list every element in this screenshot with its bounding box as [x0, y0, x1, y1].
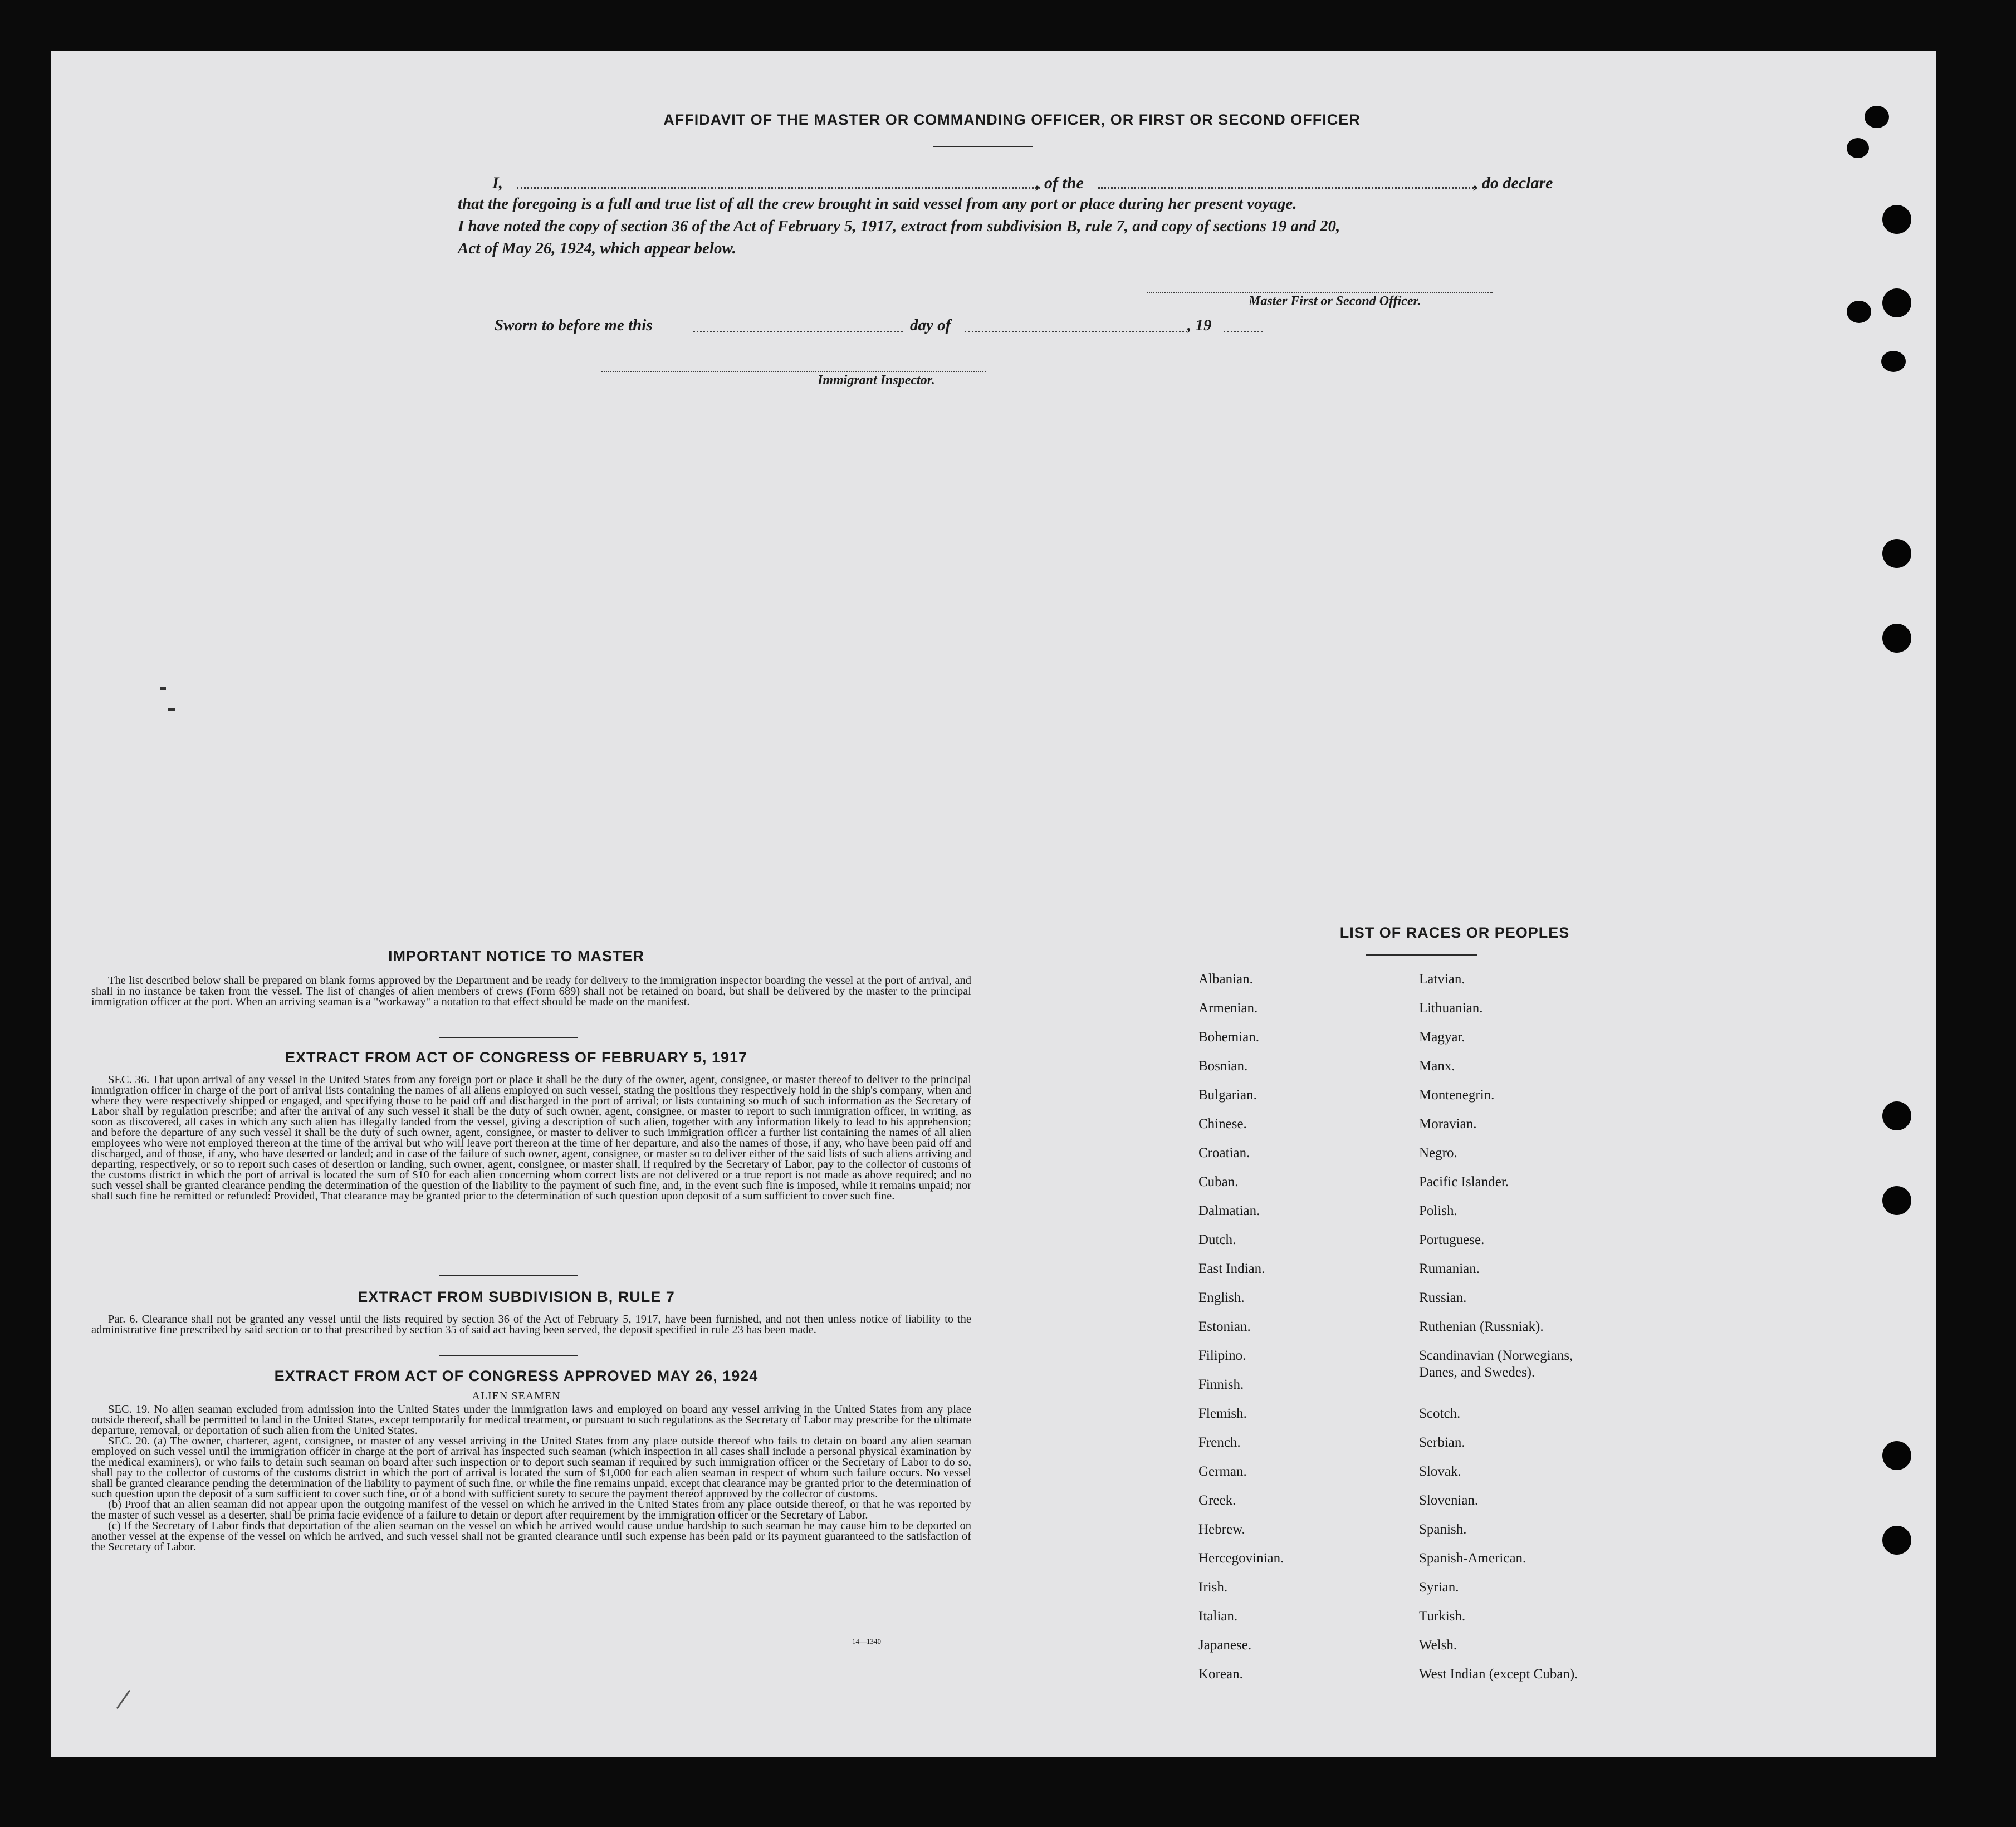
race-item: Irish.: [1198, 1580, 1228, 1595]
race-item: Pacific Islander.: [1419, 1174, 1509, 1189]
race-item: Montenegrin.: [1419, 1088, 1495, 1103]
punch-hole: [1882, 288, 1911, 317]
race-item: Russian.: [1419, 1290, 1467, 1305]
race-item: Dalmatian.: [1198, 1203, 1260, 1218]
race-item: Lithuanian.: [1419, 1001, 1483, 1016]
punch-hole: [1882, 205, 1911, 234]
alien-seamen-subtitle: ALIEN SEAMEN: [472, 1390, 561, 1402]
form-number: 14—1340: [852, 1637, 881, 1645]
race-item: Polish.: [1419, 1203, 1457, 1218]
race-item: Filipino.: [1198, 1348, 1246, 1363]
race-item: Welsh.: [1419, 1638, 1457, 1653]
punch-hole: [1882, 1186, 1911, 1215]
race-item: Magyar.: [1419, 1030, 1465, 1045]
stray-mark: [168, 708, 175, 711]
stray-mark: [160, 687, 166, 690]
race-item: Ruthenian (Russniak).: [1419, 1319, 1544, 1334]
sworn-day-blank: [693, 331, 903, 332]
race-item: Hebrew.: [1198, 1522, 1245, 1537]
section-19-paragraph: SEC. 19. No alien seaman excluded from admission into the United States under the immigration laws and employed on board any vessel arriving in the United States from any place outside thereof, shall be permitted to land in the United States, except temporarily for medical treatment, or pursuant to such regulations as the Secretary of Labor may prescribe for the ultimate departure, removal, or deportation of such alien from the United States.: [91, 1403, 971, 1437]
races-rule: [1366, 954, 1477, 956]
extract-1924-text: [91, 1404, 971, 1552]
race-item: Flemish.: [1198, 1406, 1247, 1421]
affidavit-of-the: , of the: [1036, 174, 1084, 192]
race-item: Hercegovinian.: [1198, 1551, 1284, 1566]
divider-3: [439, 1355, 578, 1356]
month-blank: [965, 331, 1187, 332]
affidavit-line2: that the foregoing is a full and true list of all the crew brought in said vessel from any port or place during her present voyage.: [458, 195, 1297, 213]
race-item: Italian.: [1198, 1609, 1238, 1624]
race-item: English.: [1198, 1290, 1245, 1305]
race-item: Manx.: [1419, 1059, 1455, 1074]
race-item: Serbian.: [1419, 1435, 1465, 1450]
extract-1924-title: EXTRACT FROM ACT OF CONGRESS APPROVED MAY 26, 1924: [274, 1368, 759, 1384]
inspector-caption: Immigrant Inspector.: [818, 373, 935, 388]
inspector-line: [601, 371, 986, 372]
race-item: Chinese.: [1198, 1116, 1247, 1132]
affidavit-do-declare: , do declare: [1474, 174, 1553, 192]
day-of-label: day of: [910, 316, 951, 334]
race-item: Negro.: [1419, 1145, 1457, 1160]
race-item: West Indian (except Cuban).: [1419, 1667, 1578, 1682]
vessel-blank: [1098, 187, 1477, 189]
extract-1917-title: EXTRACT FROM ACT OF CONGRESS OF FEBRUARY 5, 1917: [285, 1049, 748, 1066]
punch-hole: [1881, 351, 1906, 372]
stray-mark: [116, 1690, 130, 1709]
section-20a-paragraph: SEC. 20. (a) The owner, charterer, agent, consignee, or master of any vessel arriving in the United States from any place outside thereof who fails to detain on board any alien seaman employed on such vessel until the immigration officer in charge at the port of arrival has inspected such seaman (which inspection in all cases shall include a personal physical examination by the medical examiners), or who fails to detain such seaman on board after such inspection or to deport such seaman if required by such immigration officer or the Secretary of Labor to do so, shall pay to the collector of customs of the customs district in which the port of arrival is located the sum of $1,000 for each alien seaman in respect of whom such failure occurs. No vessel shall be granted clearance pending the determination of the liability to payment of such fine, or while the fine remains unpaid, except that clearance may be granted prior to the determination of such question upon the deposit of a sum sufficient to cover such fine, or of a bond with sufficient surety to secure the payment thereof approved by the collector of customs.: [91, 1435, 971, 1500]
race-item: Dutch.: [1198, 1232, 1236, 1247]
punch-hole: [1865, 106, 1889, 128]
race-item: Estonian.: [1198, 1319, 1251, 1334]
race-item: Slovak.: [1419, 1464, 1461, 1479]
race-item: Armenian.: [1198, 1001, 1258, 1016]
notice-paragraph: The list described below shall be prepared on blank forms approved by the Department and be ready for delivery to the immigration inspector boarding the vessel at the port of arrival, and shall in no instance be taken from the vessel. The list of changes of alien members of crews (Form 689) shall not be retained on board, but shall be delivered by the master to the principal immigration officer at the port. When an arriving seaman is a "workaway" a notation to that effect should be made on the manifest.: [91, 974, 971, 1008]
race-item: Latvian.: [1419, 972, 1465, 987]
signature-line: [1147, 292, 1493, 293]
race-item: Cuban.: [1198, 1174, 1239, 1189]
race-item: Finnish.: [1198, 1377, 1244, 1392]
name-blank: [517, 187, 1040, 189]
affidavit-line3: I have noted the copy of section 36 of the Act of February 5, 1917, extract from subdivision B, rule 7, and copy of sections 19 and 20,: [458, 217, 1340, 235]
punch-hole: [1882, 539, 1911, 568]
race-item: Greek.: [1198, 1493, 1236, 1508]
divider-1: [439, 1037, 578, 1038]
race-item: Bulgarian.: [1198, 1088, 1257, 1103]
race-item: Albanian.: [1198, 972, 1253, 987]
punch-hole: [1847, 301, 1871, 323]
sworn-label: Sworn to before me this: [495, 316, 653, 334]
races-title: LIST OF RACES OR PEOPLES: [1339, 924, 1570, 941]
subdivision-b-title: EXTRACT FROM SUBDIVISION B, RULE 7: [358, 1289, 675, 1305]
race-item: East Indian.: [1198, 1261, 1265, 1276]
race-item: Korean.: [1198, 1667, 1243, 1682]
race-item: Scandinavian (Norwegians, Danes, and Swedes).: [1419, 1348, 1573, 1380]
section-20b-paragraph: (b) Proof that an alien seaman did not appear upon the outgoing manifest of the vessel on which he arrived in the United States from any place outside thereof, or that he was reported by the master of such vessel as a deserter, shall be prima facie evidence of a failure to detain or deport after requirement by the immigration officer or the Secretary of Labor.: [91, 1498, 971, 1521]
notice-text: [91, 976, 971, 1007]
punch-hole: [1882, 1441, 1911, 1470]
extract-1917-text: [91, 1075, 971, 1202]
race-item: Spanish-American.: [1419, 1551, 1526, 1566]
race-item: German.: [1198, 1464, 1247, 1479]
race-item: Spanish.: [1419, 1522, 1467, 1537]
year-blank: [1224, 331, 1263, 332]
divider-2: [439, 1275, 578, 1276]
section-20c-paragraph: (c) If the Secretary of Labor finds that deportation of the alien seaman on the vessel on which he arrived would cause undue hardship to such seaman he may cause him to be deported on another vessel at the expense of the vessel on which he arrived, and such vessel shall not be granted clearance until such expense has been paid or its payment guaranteed to the satisfaction of the Secretary of Labor.: [91, 1520, 971, 1553]
race-item: Scotch.: [1419, 1406, 1461, 1421]
notice-title: IMPORTANT NOTICE TO MASTER: [388, 948, 644, 964]
punch-hole: [1882, 624, 1911, 653]
race-item: Moravian.: [1419, 1116, 1477, 1132]
affidavit-line4: Act of May 26, 1924, which appear below.: [458, 239, 736, 257]
race-item: Bosnian.: [1198, 1059, 1248, 1074]
signature-caption: Master First or Second Officer.: [1249, 294, 1421, 308]
subdivision-b-text: [91, 1314, 971, 1335]
section-36-paragraph: SEC. 36. That upon arrival of any vessel in the United States from any foreign port or place it shall be the duty of the owner, agent, consignee, or master thereof to deliver to the principal immigration officer in charge of the port of arrival lists containing the names of all aliens employed on such vessel, stating the positions they respectively hold in the ship's company, when and where they were respectively shipped or engaged, and specifying those to be paid off and discharged in the port of arrival; or lists containing so much of such information as the Secretary of Labor shall by regulation prescribe; and after the arrival of any such vessel it shall be the duty of such owner, agent, consignee, or master to report to such immigration officer, in writing, as soon as discovered, all cases in which any such alien has illegally landed from the vessel, giving a description of such alien, together with any information likely to lead to his apprehension; and before the departure of any such vessel it shall be the duty of such owner, agent, consignee, or master to deliver to such immigration officer a further list containing the names of all alien employees who were not employed thereon at the time of the arrival but who will leave port thereon at the time of her departure, and also the names of those, if any, who have been paid off and discharged, and of those, if any, who have deserted or landed; and in case of the failure of such owner, agent, consignee, or master so to deliver either of the said lists of such aliens arriving and departing, respectively, or so to report such cases of desertion or landing, such owner, agent, consignee, or master shall, if required by the Secretary of Labor, pay to the collector of customs of the customs district in which the port of arrival is located the sum of $10 for each alien concerning whom correct lists are not delivered or a true report is not made as above required; and no such vessel shall be granted clearance pending the determination of the question of the liability to the payment of such fine, and, in the event such fine is imposed, while it remains unpaid; nor shall such fine be remitted or refunded: Provided, That clearance may be granted prior to the determination of such question upon deposit of a sum sufficient to cover such fine.: [91, 1074, 971, 1202]
document-page: [51, 51, 1936, 1757]
race-item: Japanese.: [1198, 1638, 1252, 1653]
affidavit-title: AFFIDAVIT OF THE MASTER OR COMMANDING OFFICER, OR FIRST OR SECOND OFFICER: [663, 111, 1361, 128]
title-rule: [933, 146, 1033, 147]
race-item: French.: [1198, 1435, 1241, 1450]
race-item: Croatian.: [1198, 1145, 1250, 1160]
affidavit-i-label: I,: [492, 174, 503, 192]
race-item: Turkish.: [1419, 1609, 1466, 1624]
rule-7-paragraph: Par. 6. Clearance shall not be granted any vessel until the lists required by section 36 of the Act of February 5, 1917, have been furnished, and not then unless notice of liability to the administrative fine prescribed by said section or to that prescribed by section 35 of said act having been served, the deposit specified in rule 23 has been made.: [91, 1313, 971, 1336]
punch-hole: [1882, 1101, 1911, 1130]
race-item: Syrian.: [1419, 1580, 1459, 1595]
year-label: , 19: [1187, 316, 1212, 334]
race-item: Rumanian.: [1419, 1261, 1480, 1276]
punch-hole: [1882, 1526, 1911, 1555]
punch-hole: [1847, 138, 1869, 158]
race-item: Portuguese.: [1419, 1232, 1485, 1247]
race-item: Slovenian.: [1419, 1493, 1479, 1508]
race-item: Bohemian.: [1198, 1030, 1260, 1045]
